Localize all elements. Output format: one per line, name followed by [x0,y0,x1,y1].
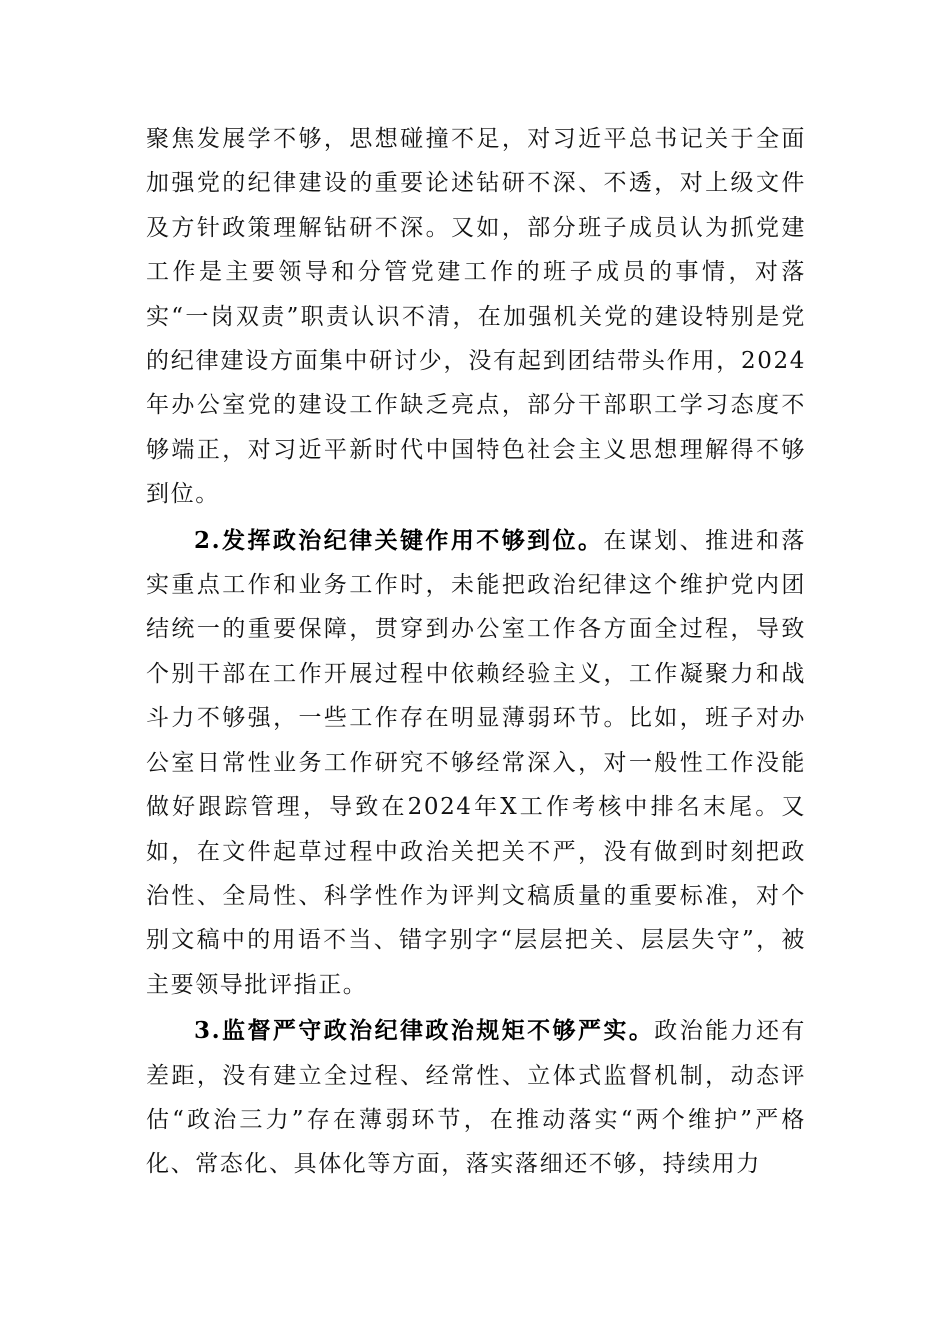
document-body [146,117,806,1187]
paragraph-3 [146,1009,806,1187]
section-heading-2: 2.发挥政治纪律关键作用不够到位。 [194,526,604,554]
paragraph-1 [146,117,806,517]
section-heading-3: 3.监督严守政治纪律政治规矩不够严实。 [194,1017,655,1045]
paragraph-1-text: 聚焦发展学不够，思想碰撞不足，对习近平总书记关于全面加强党的纪律建设的重要论述钻研不深、不透，对上级文件及方针政策理解钻研不深。又如，部分班子成员认为抓党建工作是主要领导和分管党建工作的班子成员的事情，对落实“一岗双责”职责认识不清，在加强机关党的建设特别是党的纪律建设方面集中研讨少，没有起到团结带头作用，2024年办公室党的建设工作缺乏亮点，部分干部职工学习态度不够端正，对习近平新时代中国特色社会主义思想理解得不够到位。 [146,126,806,508]
paragraph-3-text: 政治能力还有差距，没有建立全过程、经常性、立体式监督机制，动态评估“政治三力”存在薄弱环节，在推动落实“两个维护”严格化、常态化、具体化等方面，落实落细还不够，持续用力 [146,1018,806,1178]
paragraph-2 [146,519,806,1007]
paragraph-2-text: 在谋划、推进和落实重点工作和业务工作时，未能把政治纪律这个维护党内团结统一的重要保障，贯穿到办公室工作各方面全过程，导致个别干部在工作开展过程中依赖经验主义，工作凝聚力和战斗力不够强，一些工作存在明显薄弱环节。比如，班子对办公室日常性业务工作研究不够经常深入，对一般性工作没能做好跟踪管理，导致在2024年X工作考核中排名末尾。又如，在文件起草过程中政治关把关不严，没有做到时刻把政治性、全局性、科学性作为评判文稿质量的重要标准，对个别文稿中的用语不当、错字别字“层层把关、层层失守”，被主要领导批评指正。 [146,527,806,998]
